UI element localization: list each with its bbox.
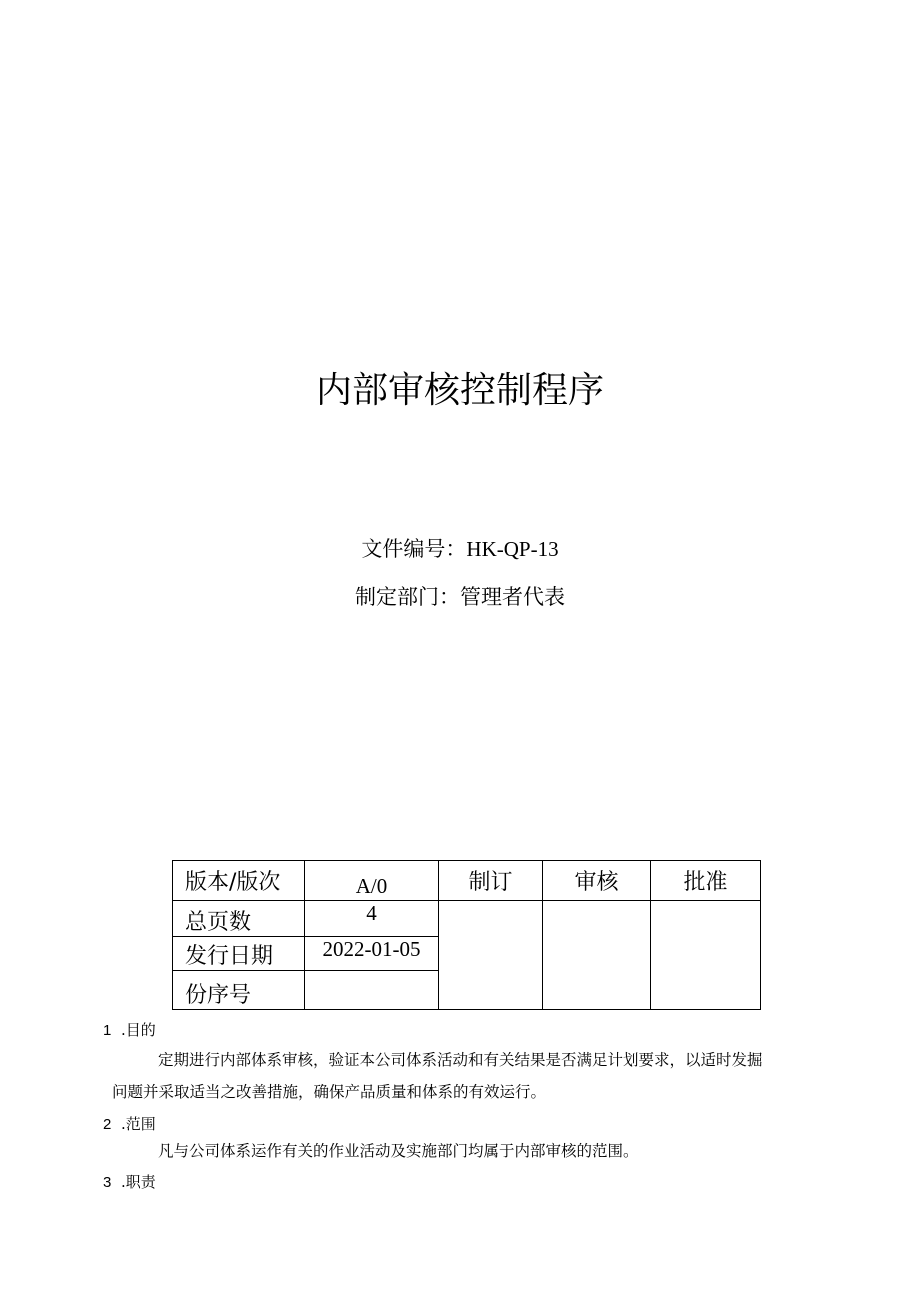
section-heading-scope xyxy=(103,1113,156,1134)
version-value: A/0 xyxy=(305,861,439,901)
review-header: 审核 xyxy=(543,861,651,901)
section-paragraph-line: 定期进行内部体系审核，验证本公司体系活动和有关结果是否满足计划要求，以适时发掘 xyxy=(158,1051,763,1069)
section-number: 3 xyxy=(103,1174,112,1191)
version-label: 版本/版次 xyxy=(173,861,305,901)
section-number: 2 xyxy=(103,1116,112,1133)
section-title: .职责 xyxy=(121,1173,156,1191)
approve-header: 批准 xyxy=(651,861,761,901)
department-line xyxy=(0,581,920,611)
file-number-line xyxy=(0,533,920,563)
section-paragraph-line: 问题并采取适当之改善措施，确保产品质量和体系的有效运行。 xyxy=(112,1083,547,1101)
copy-no-value xyxy=(305,971,439,1010)
department-label: 制定部门： xyxy=(355,585,460,609)
issue-date-value: 2022-01-05 xyxy=(305,937,439,971)
pages-value: 4 xyxy=(305,901,439,937)
table-row xyxy=(173,901,761,937)
section-heading-purpose xyxy=(103,1019,156,1040)
file-number-label: 文件编号： xyxy=(361,537,467,561)
approve-signature-cell xyxy=(651,901,761,1010)
section-number: 1 xyxy=(103,1022,112,1039)
section-title: .目的 xyxy=(121,1021,156,1039)
prepare-header: 制订 xyxy=(439,861,543,901)
section-paragraph-line: 凡与公司体系运作有关的作业活动及实施部门均属于内部审核的范围。 xyxy=(158,1142,639,1160)
document-title: 内部审核控制程序 xyxy=(315,370,604,411)
department-value: 管理者代表 xyxy=(460,585,565,609)
table-row xyxy=(173,861,761,901)
section-title: .范围 xyxy=(121,1115,156,1133)
review-signature-cell xyxy=(543,901,651,1010)
copy-no-label: 份序号 xyxy=(173,971,305,1010)
file-number-value: HK-QP-13 xyxy=(466,537,559,561)
issue-date-label: 发行日期 xyxy=(173,937,305,971)
pages-label: 总页数 xyxy=(173,901,305,937)
prepare-signature-cell xyxy=(439,901,543,1010)
document-info-table xyxy=(172,860,761,1010)
section-heading-responsibility xyxy=(103,1171,156,1192)
